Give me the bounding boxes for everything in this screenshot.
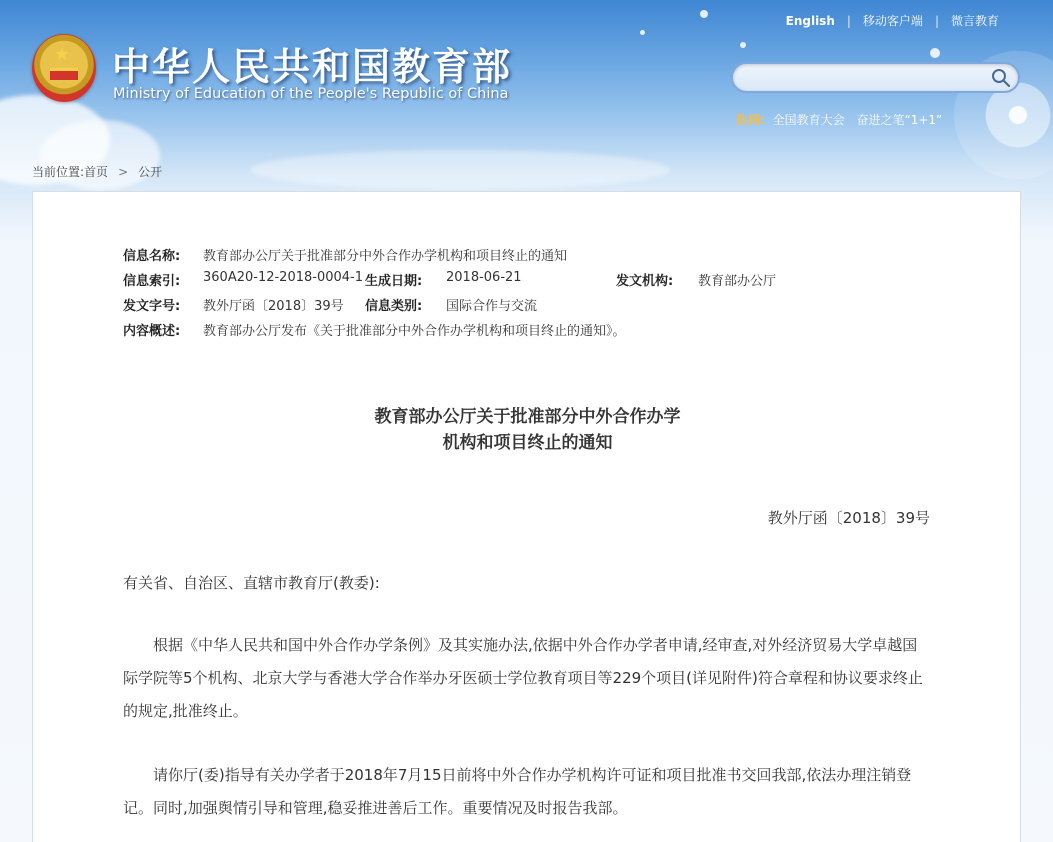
sparkle-decoration	[700, 10, 708, 18]
breadcrumb-home[interactable]: 首页	[84, 165, 109, 179]
body-paragraph: 请你厅(委)指导有关办学者于2018年7月15日前将中外合作办学机构许可证和项目批准书交回我部,依法办理注销登记。同时,加强舆情引导和管理,稳妥推进善后工作。重要情况及时报告我部。	[123, 766, 912, 817]
search-box	[731, 62, 1020, 93]
sparkle-decoration	[640, 30, 645, 35]
breadcrumb-label: 当前位置:	[32, 165, 85, 179]
hot-word-link[interactable]: 全国教育大会	[772, 113, 845, 127]
star-icon: ★	[54, 44, 71, 65]
sparkle-decoration	[740, 42, 746, 48]
document-title-line: 教育部办公厅关于批准部分中外合作办学	[374, 407, 681, 427]
summary-label: 内容概述:	[123, 324, 181, 339]
index-value: 360A20-12-2018-0004-1	[203, 270, 363, 285]
english-link[interactable]: English	[785, 13, 835, 28]
divider: |	[846, 13, 851, 28]
divider: |	[934, 13, 939, 28]
chevron-right-icon: >	[118, 165, 129, 179]
addressee: 有关省、自治区、直辖市教育厅(教委):	[123, 574, 380, 592]
mobile-client-link[interactable]: 移动客户端	[862, 14, 923, 28]
name-label: 信息名称:	[123, 249, 181, 264]
docno-label: 发文字号:	[123, 299, 181, 314]
document-title-line: 机构和项目终止的通知	[442, 433, 613, 453]
breadcrumb-current[interactable]: 公开	[138, 165, 163, 179]
cloud-decoration	[250, 150, 670, 190]
hot-word-link[interactable]: 奋进之笔“1+1”	[856, 113, 943, 127]
content-panel	[32, 191, 1021, 842]
name-value: 教育部办公厅关于批准部分中外合作办学机构和项目终止的通知	[203, 249, 568, 264]
site-title[interactable]: 中华人民共和国教育部	[112, 45, 513, 89]
org-label: 发文机构:	[616, 274, 674, 289]
index-label: 信息索引:	[123, 274, 181, 289]
summary-value: 教育部办公厅发布《关于批准部分中外合作办学机构和项目终止的通知》。	[203, 324, 626, 339]
search-input[interactable]	[747, 69, 987, 87]
national-emblem-icon[interactable]	[32, 34, 96, 102]
docno-value: 教外厅函〔2018〕39号	[203, 299, 344, 314]
hot-words	[736, 111, 950, 128]
date-label: 生成日期:	[365, 274, 423, 289]
hot-words-label: 热词:	[736, 113, 765, 127]
category-value: 国际合作与交流	[446, 299, 538, 314]
date-value: 2018-06-21	[446, 270, 522, 285]
document-number: 教外厅函〔2018〕39号	[767, 509, 930, 527]
org-value: 教育部办公厅	[698, 274, 777, 289]
document-title	[33, 404, 1022, 456]
search-icon[interactable]	[990, 67, 1012, 89]
category-label: 信息类别:	[365, 299, 423, 314]
site-subtitle: Ministry of Education of the People's Republic of China	[113, 86, 509, 102]
sparkle-decoration	[930, 48, 940, 58]
body-paragraph: 根据《中华人民共和国中外合作办学条例》及其实施办法,依据中外合作办学者申请,经审查,对外经济贸易大学卓越国际学院等5个机构、北京大学与香港大学合作举办牙医硕士学位教育项目等229个项目(详见附件)符合章程和协议要求终止的规定,批准终止。	[123, 636, 923, 720]
weiyan-link[interactable]: 微言教育	[950, 14, 999, 28]
top-links	[786, 12, 999, 29]
gate-icon	[50, 68, 78, 80]
breadcrumb	[32, 163, 162, 180]
